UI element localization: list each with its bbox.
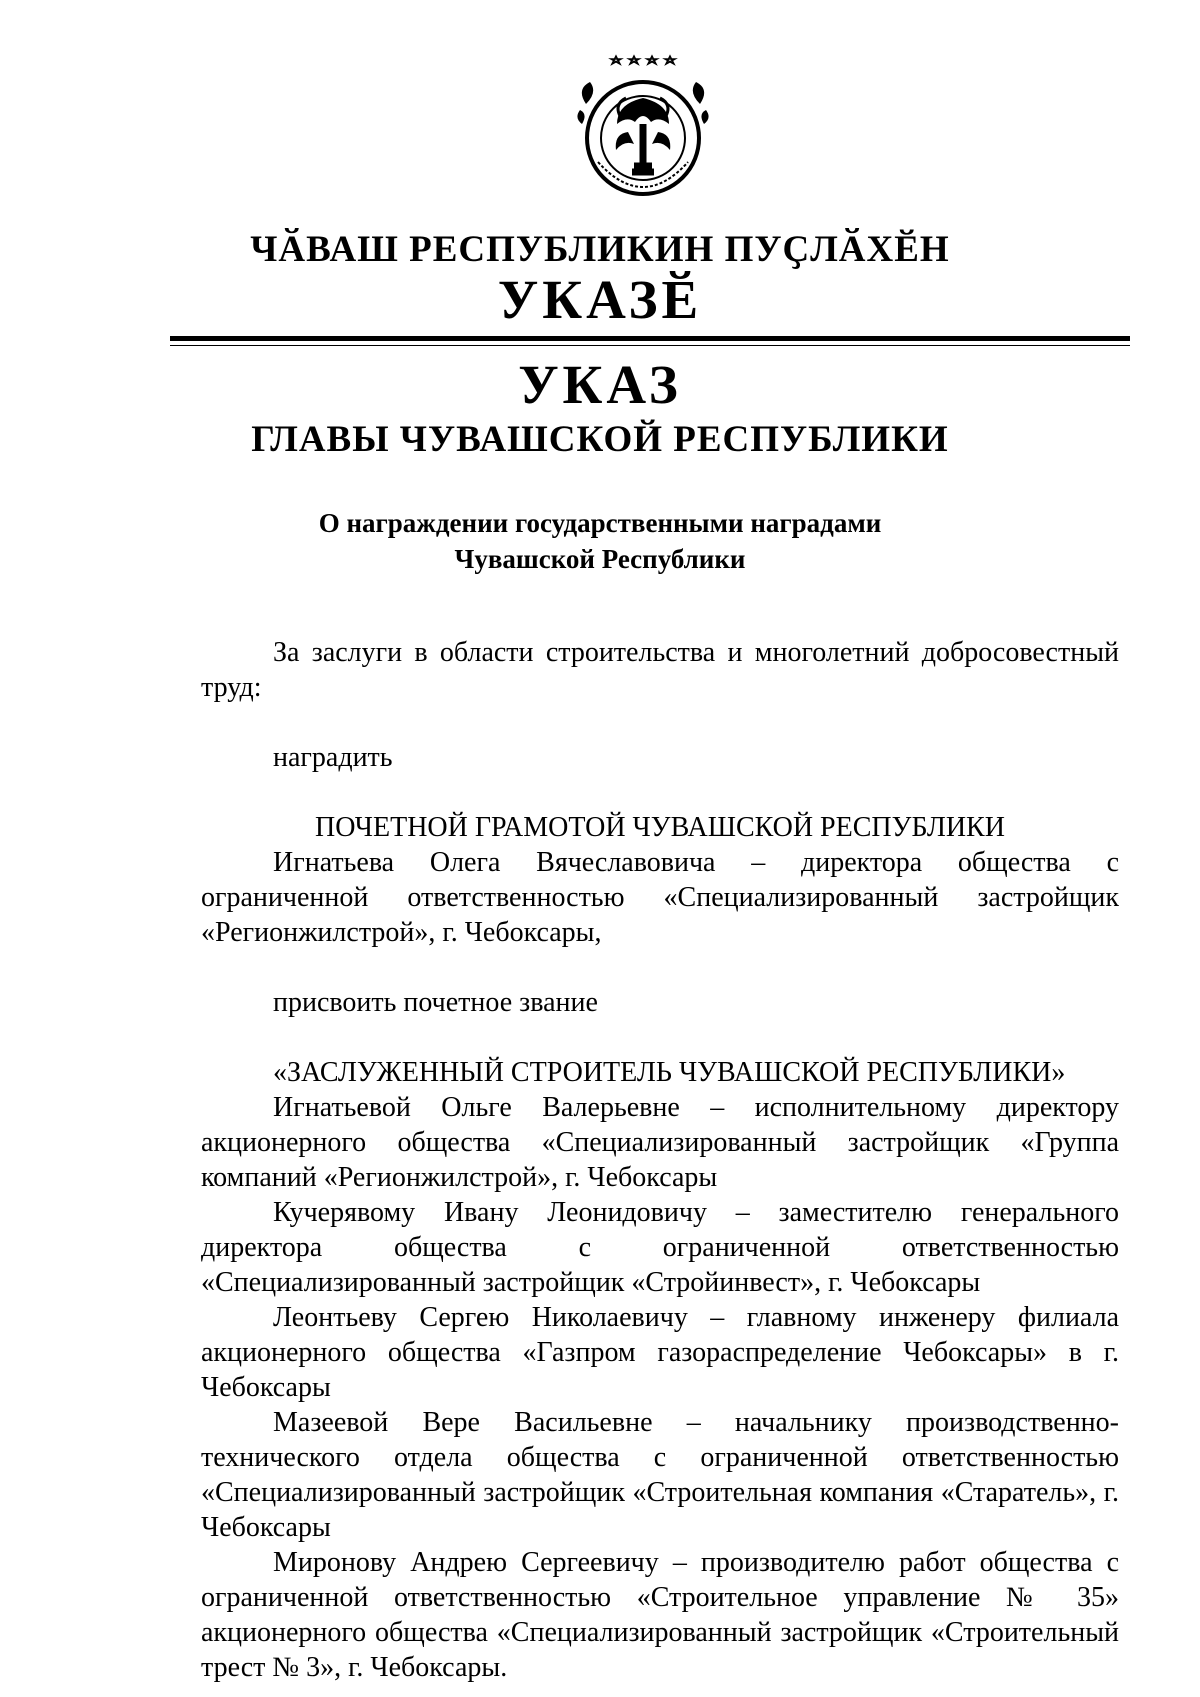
chuvash-header-line1: ЧӐВАШ РЕСПУБЛИКИН ПУҪЛӐХӖН xyxy=(250,229,950,270)
russian-header-line1: УКАЗ xyxy=(518,354,682,415)
document-title xyxy=(0,505,1200,577)
title-verb: присвоить почетное звание xyxy=(273,987,598,1018)
award-verb: наградить xyxy=(273,742,393,773)
award-recipient: Игнатьева Олега Вячеславовича – директора общества с ограниченной ответственностью «Специализированный застройщик «Регионжилстрой», г. Чебоксары, xyxy=(201,847,1119,948)
recipient-paragraph: Игнатьевой Ольге Валерьевне – исполнительному директору акционерного общества «Специализированный застройщик «Группа компаний «Регионжилстрой», г. Чебоксары xyxy=(201,1092,1119,1193)
award-name: ПОЧЕТНОЙ ГРАМОТОЙ ЧУВАШСКОЙ РЕСПУБЛИКИ xyxy=(315,812,1005,843)
chuvash-header-line2: УКАЗӖ xyxy=(497,269,703,330)
honorary-title-name: «ЗАСЛУЖЕННЫЙ СТРОИТЕЛЬ ЧУВАШСКОЙ РЕСПУБЛИКИ» xyxy=(273,1057,1066,1088)
recipient-paragraph: Кучерявому Ивану Леонидовичу – заместителю генерального директора общества с ограниченной ответственностью «Специализированный застройщик «Стройинвест», г. Чебоксары xyxy=(201,1197,1119,1298)
recipient-paragraph: Леонтьеву Сергею Николаевичу – главному инженеру филиала акционерного общества «Газпром газораспределение Чебоксары» в г. Чебоксары xyxy=(201,1302,1119,1403)
coat-of-arms-icon xyxy=(572,54,714,206)
document-body xyxy=(201,635,1119,1685)
header-rule-thick xyxy=(170,336,1130,341)
header-rule-thin xyxy=(170,345,1130,346)
russian-header-line2: ГЛАВЫ ЧУВАШСКОЙ РЕСПУБЛИКИ xyxy=(251,419,949,460)
document-title-line2: Чувашской Республики xyxy=(454,544,746,574)
document-title-line1: О награждении государственными наградами xyxy=(318,508,882,538)
recipient-paragraph: Мазеевой Вере Васильевне – начальнику производственно-технического отдела общества с ограниченной ответственностью «Специализированный застройщик «Строительная компания «Старатель», г. Чебоксары xyxy=(201,1407,1119,1543)
intro-paragraph: За заслуги в области строительства и многолетний добросовестный труд: xyxy=(201,637,1119,703)
recipient-paragraph: Миронову Андрею Сергеевичу – производителю работ общества с ограниченной ответственностью «Строительное управление № 35» акционерного общества «Специализированный застройщик «Строительный трест № 3», г. Чебоксары. xyxy=(201,1547,1119,1683)
